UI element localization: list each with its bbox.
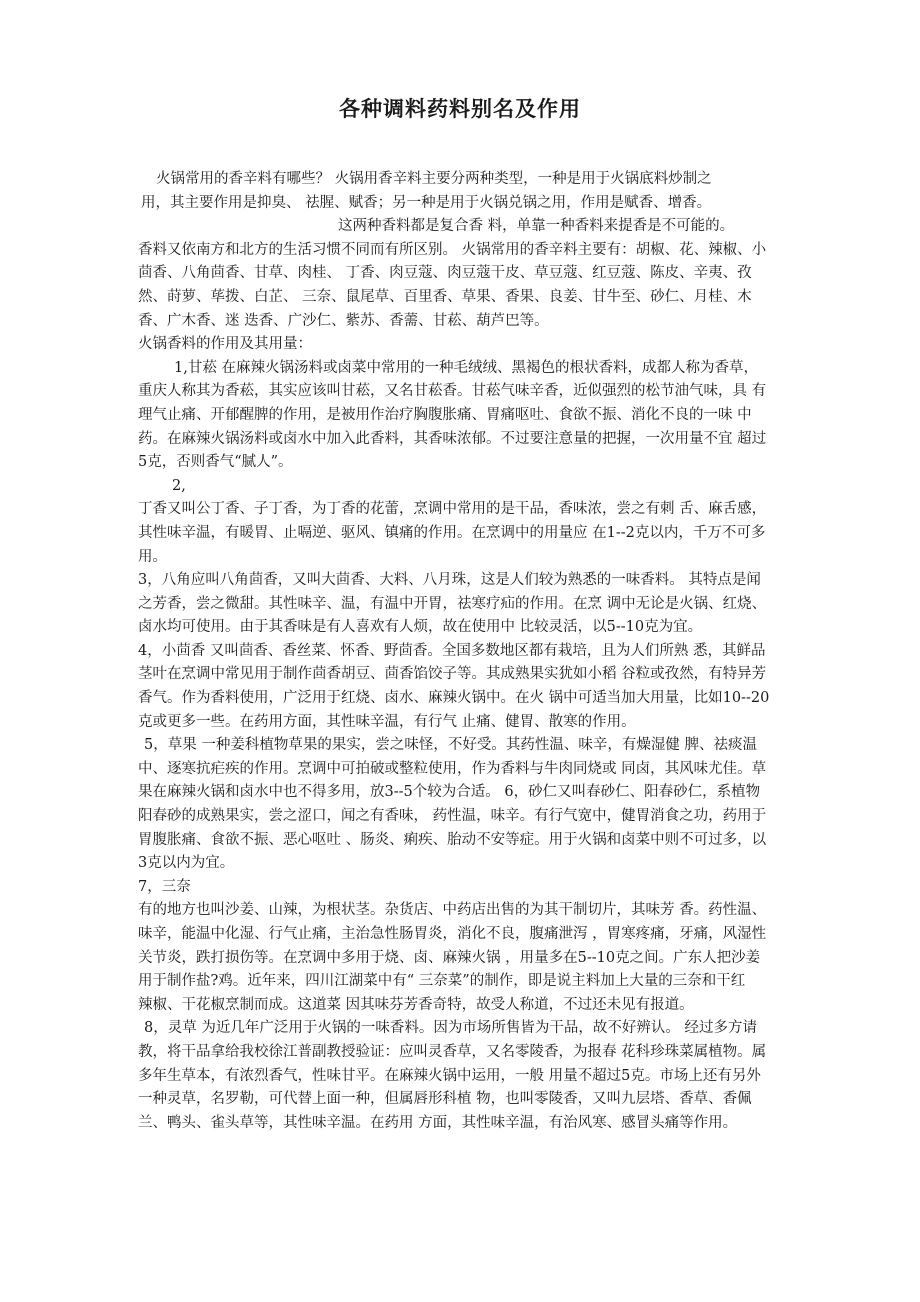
text-line: 4，小茴香 又叫茴香、香丝菜、怀香、野茴香。全国多数地区都有栽培，且为人们所熟 悉，其鲜品 <box>138 642 766 659</box>
text-line: 3，八角应叫八角茴香，又叫大茴香、大料、八月珠，这是人们较为熟悉的一味香料。 其特点是闻 <box>138 572 761 589</box>
text-line: 卤水均可使用。由于其香味是有人喜欢有人烦，故在使用中 比较灵活，以5--10克为宜。 <box>138 619 703 636</box>
text-line: 8，灵草 为近几年广泛用于火锅的一味香料。因为市场所售皆为干品，故不好辨认。 经过多方请 <box>144 1020 757 1037</box>
text-line: 其性味辛温，有暖胃、止嗝逆、驱风、镇痛的作用。在烹调中的用量应 在1--2克以内，千万不可多 <box>138 524 766 541</box>
text-line: 7，三奈 <box>138 878 191 895</box>
text-line: 理气止痛、开郁醒脾的作用，是被用作治疗胸腹胀痛、胃痛呕吐、食欲不振、消化不良的一味 中 <box>138 406 752 423</box>
text-line: 3克以内为宜。 <box>138 855 235 872</box>
text-line: 兰、鸭头、雀头草等，其性味辛温。在药用 方面，其性味辛温，有治风寒、感冒头痛等作用。 <box>138 1114 738 1131</box>
text-line: 味辛，能温中化湿、行气止痛，主治急性肠胃炎，消化不良，腹痛泄泻 ，胃寒疼痛，牙痛，风湿性 <box>138 926 767 942</box>
text-line: 5克，否则香气“腻人”。 <box>138 454 293 471</box>
text-line: 克或更多一些。在药用方面，其性味辛温，有行气 止痛、健胃、散寒的作用。 <box>138 713 636 730</box>
text-line: 用于制作盐?鸡。近年来，四川江湖菜中有“ 三奈菜”的制作，即是说主料加上大量的三奈和干红 <box>138 973 746 990</box>
text-line: 中、逐寒抗疟疾的作用。烹调中可拍破或整粒使用，作为香料与牛肉同烧或 同卤，其风味尤佳。草 <box>138 760 767 777</box>
text-line: 辣椒、干花椒烹制而成。这道菜 因其味芬芳香奇特，故受人称道，不过还未见有报道。 <box>138 996 694 1013</box>
text-line: 茎叶在烹调中常见用于制作茴香胡豆、茴香馅饺子等。其成熟果实犹如小稻 谷粒或孜然，有特异芳 <box>138 666 767 683</box>
text-line: 用。 <box>138 548 167 565</box>
text-line: 胃腹胀痛、食欲不振、恶心呕吐 、肠炎、痢疾、胎动不安等症。用于火锅和卤菜中则不可过多，以 <box>138 831 767 848</box>
text-line: 果在麻辣火锅和卤水中也不得多用，放3--5个较为合适。 6，砂仁又叫春砂仁、阳春砂仁，系植物 <box>138 784 761 801</box>
text-line: 这两种香料都是复合香 料，单靠一种香料来提香是不可能的。 <box>338 218 735 235</box>
text-line: 关节炎，跌打损伤等。在烹调中多用于烧、卤、麻辣火锅 ，用量多在5--10克之间。广东人把沙姜 <box>138 949 761 966</box>
text-line: 然、莳萝、荜拨、白芷、 三奈、鼠尾草、百里香、草果、香果、良姜、甘牛至、砂仁、月桂、木 <box>138 288 752 305</box>
document-body <box>138 168 860 1135</box>
text-line: 5，草果 一种姜科植物草果的果实，尝之味怪，不好受。其药性温、味辛，有燥湿健 脾、祛痰温 <box>144 737 757 754</box>
text-line: 香气。作为香料使用，广泛用于红烧、卤水、麻辣火锅中。在火 锅中可适当加大用量，比如10--20 <box>138 690 770 707</box>
text-line: 多年生草本，有浓烈香气，性味甘平。在麻辣火锅中运用，一般 用量不超过5克。市场上还有另外 <box>138 1067 761 1084</box>
text-line: 香料又依南方和北方的生活习惯不同而有所区别。 火锅常用的香辛料主要有：胡椒、花、辣椒、小 <box>138 241 767 258</box>
text-line: 2, <box>172 477 186 494</box>
text-line: 茴香、八角茴香、甘草、肉桂、 丁香、肉豆蔻、肉豆蔻干皮、草豆蔻、红豆蔻、陈皮、辛夷、孜 <box>138 265 752 282</box>
text-line: 1,甘菘 在麻辣火锅汤料或卤菜中常用的一种毛绒绒、黑褐色的根状香料，成都人称为香草， <box>174 359 758 376</box>
text-line: 有的地方也叫沙姜、山辣，为根状茎。杂货店、中药店出售的为其干制切片，其味芳 香。药性温、 <box>138 902 767 919</box>
document-title: 各种调料药料别名及作用 <box>339 97 581 121</box>
text-line: 教，将干品拿给我校徐江普副教授验证：应叫灵香草，又名零陵香，为报春 花科珍珠菜属植物。属 <box>138 1043 767 1060</box>
text-line: 之芳香，尝之微甜。其性味辛、温，有温中开胃，祛寒疗疝的作用。在烹 调中无论是火锅、红烧、 <box>138 595 767 612</box>
text-line: 火锅常用的香辛料有哪些？ 火锅用香辛料主要分两种类型，一种是用于火锅底料炒制之 <box>156 171 712 187</box>
text-line: 重庆人称其为香菘，其实应该叫甘菘，又名甘菘香。甘菘气味辛香，近似强烈的松节油气味，具 有 <box>138 383 767 400</box>
section-heading: 火锅香料的作用及其用量： <box>138 336 312 353</box>
text-line: 用，其主要作用是抑臭、 祛腥、赋香；另一种是用于火锅兑锅之用，作用是赋香、增香。 <box>141 194 712 211</box>
text-line: 药。在麻辣火锅汤料或卤水中加入此香料，其香味浓郁。不过要注意量的把握，一次用量不宜 超过 <box>138 430 767 447</box>
text-line: 香、广木香、迷 迭香、广沙仁、紫苏、香薷、甘菘、葫芦巴等。 <box>138 312 549 329</box>
text-line: 阳春砂的成熟果实，尝之涩口，闻之有香味， 药性温，味辛。有行气宽中，健胃消食之功，药用于 <box>138 808 767 825</box>
text-line: 丁香又叫公丁香、子丁香，为丁香的花蕾，烹调中常用的是干品，香味浓，尝之有刺 舌、麻舌感， <box>138 501 767 518</box>
text-line: 一种灵草，名罗勒，可代替上面一种，但属唇形科植 物，也叫零陵香，又叫九层塔、香草、香佩 <box>138 1091 752 1108</box>
